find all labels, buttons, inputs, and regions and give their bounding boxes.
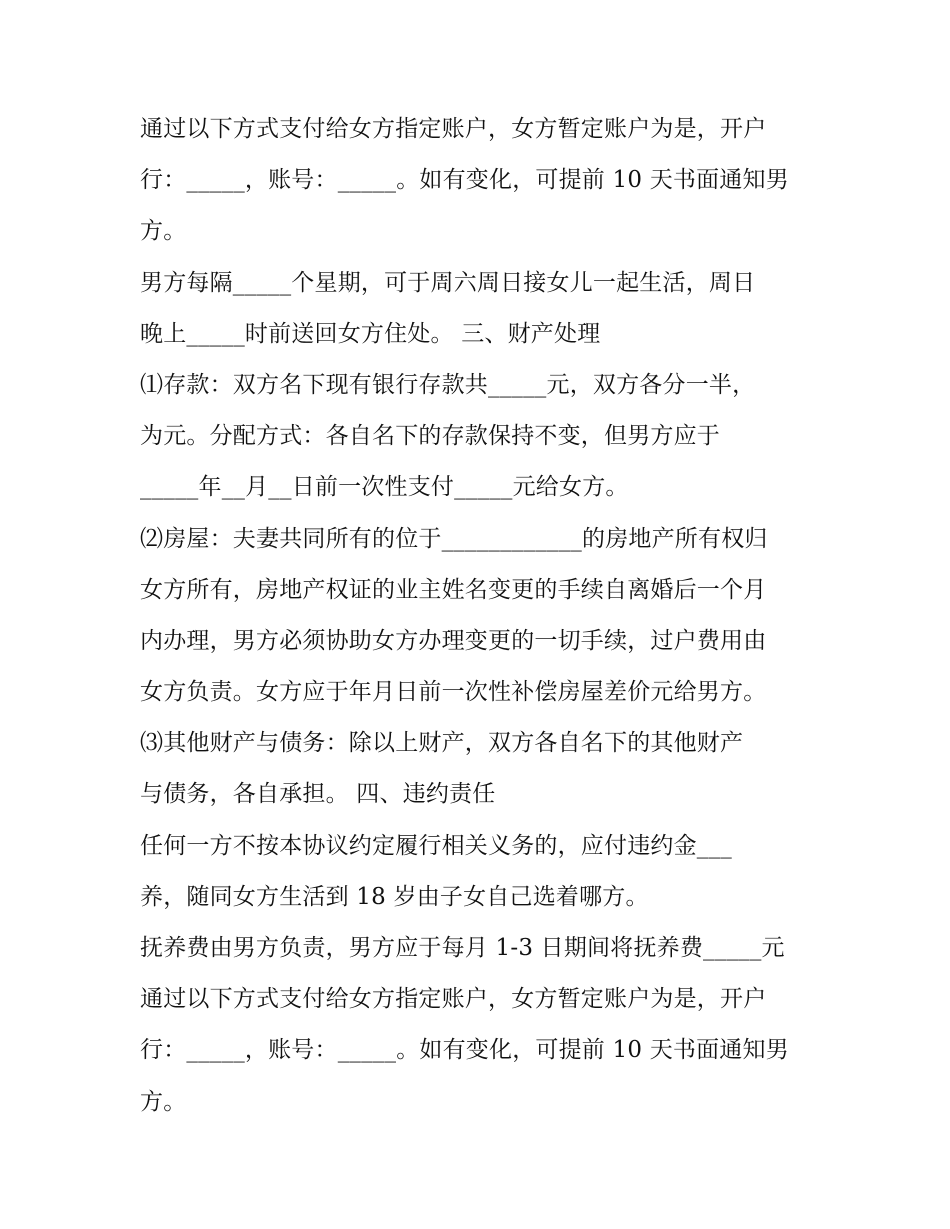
- text-line: 行：_____，账号：_____。如有变化，可提前 10 天书面通知男: [140, 167, 789, 194]
- text-line: 男方每隔_____个星期，可于周六周日接女儿一起生活，周日: [140, 269, 756, 296]
- text-line: 女方负责。女方应于年月日前一次性补偿房屋差价元给男方。: [140, 679, 767, 706]
- text-line: 通过以下方式支付给女方指定账户，女方暂定账户为是，开户: [140, 986, 767, 1013]
- text-line: 养，随同女方生活到 18 岁由子女自己选着哪方。: [140, 883, 649, 910]
- text-line: 为元。分配方式：各自名下的存款保持不变，但男方应于: [140, 423, 720, 450]
- text-line: 内办理，男方必须协助女方办理变更的一切手续，过户费用由: [140, 627, 767, 654]
- text-line: 晚上_____时前送回女方住处。 三、财产处理: [140, 320, 601, 347]
- text-line: 女方所有，房地产权证的业主姓名变更的手续自离婚后一个月: [140, 576, 767, 603]
- text-line: 方。: [140, 218, 187, 245]
- text-line: 方。: [140, 1088, 187, 1115]
- text-line: ⑵房屋：夫妻共同所有的位于____________的房地产所有权归: [140, 525, 768, 552]
- text-line: 与债务，各自承担。 四、违约责任: [140, 781, 496, 808]
- text-line: 通过以下方式支付给女方指定账户，女方暂定账户为是，开户: [140, 116, 767, 142]
- text-line: ⑴存款：双方名下现有银行存款共_____元，双方各分一半，: [140, 371, 756, 398]
- text-line: ⑶其他财产与债务：除以上财产，双方各自名下的其他财产: [140, 730, 744, 757]
- text-line: 抚养费由男方负责，男方应于每月 1-3 日期间将抚养费_____元: [140, 935, 785, 961]
- text-line: 任何一方不按本协议约定履行相关义务的，应付违约金___: [140, 832, 732, 859]
- text-line: 行：_____，账号：_____。如有变化，可提前 10 天书面通知男: [140, 1037, 789, 1064]
- document-body: [140, 104, 830, 1128]
- text-line: _____年__月__日前一次性支付_____元给女方。: [140, 474, 629, 501]
